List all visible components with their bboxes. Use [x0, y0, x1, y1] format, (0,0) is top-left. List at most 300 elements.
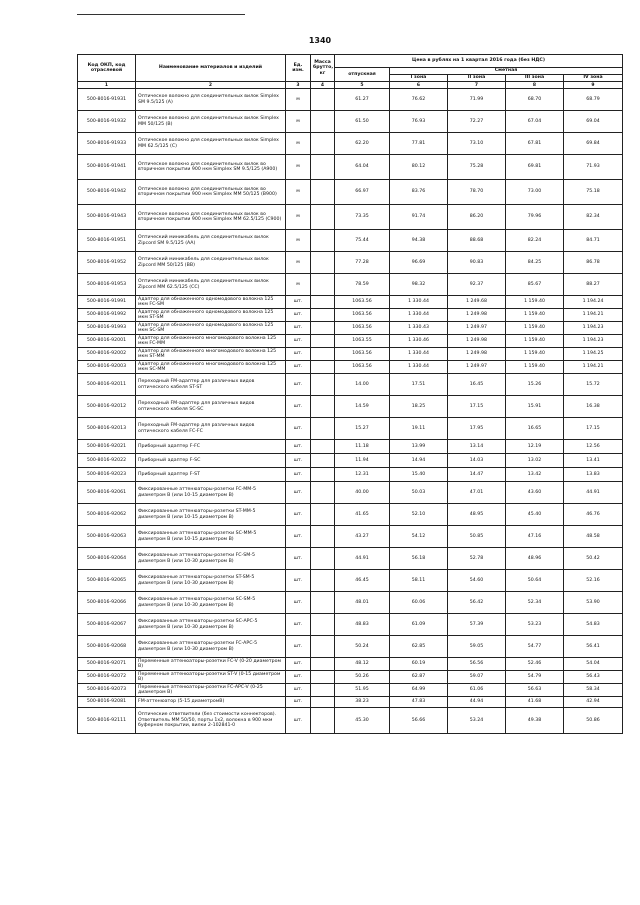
item-name: Оптическое волокно для соединительных вилок Simplex SM 9.5/125 (А): [136, 89, 286, 111]
zone1-price: 94.38: [390, 230, 448, 252]
column-number: 7: [448, 82, 506, 89]
item-mass: [311, 361, 335, 374]
item-unit: шт.: [286, 570, 311, 592]
release-price: 12.31: [335, 468, 390, 482]
item-code: 500-8016-92011: [78, 374, 136, 396]
item-mass: [311, 708, 335, 734]
item-unit: шт.: [286, 697, 311, 708]
item-code: 500-8016-91941: [78, 155, 136, 180]
item-name: Адаптер для обнаженного одномодового волокна 125 мкм SC-SM: [136, 322, 286, 335]
zone1-price: 1 330.44: [390, 309, 448, 322]
item-mass: [311, 440, 335, 454]
item-mass: [311, 697, 335, 708]
item-name: Фиксированные аттенюаторы-розетки SC-MM-5 диаметром В (или 10-15 диаметром В): [136, 526, 286, 548]
zone2-price: 56.56: [448, 658, 506, 671]
page-number: 1340: [308, 36, 332, 45]
item-code: 500-8016-92072: [78, 671, 136, 684]
zone3-price: 1 159.40: [506, 309, 564, 322]
item-unit: м: [286, 230, 311, 252]
zone1-price: 1 330.44: [390, 296, 448, 309]
release-price: 15.27: [335, 418, 390, 440]
zone2-price: 16.45: [448, 374, 506, 396]
table-row: [78, 708, 623, 734]
item-unit: шт.: [286, 548, 311, 570]
item-name: Переменные аттенюаторы-розетки FC-APC-V (0-25 диаметром В): [136, 684, 286, 697]
zone4-price: 50.42: [564, 548, 623, 570]
item-name: Приборный адаптер F-SC: [136, 454, 286, 468]
item-code: 500-8016-92013: [78, 418, 136, 440]
zone2-price: 72.27: [448, 111, 506, 133]
zone3-price: 69.81: [506, 155, 564, 180]
zone2-price: 1 249.98: [448, 335, 506, 348]
item-mass: [311, 468, 335, 482]
zone2-price: 73.10: [448, 133, 506, 155]
zone4-price: 56.43: [564, 671, 623, 684]
release-price: 46.45: [335, 570, 390, 592]
table-row: [78, 230, 623, 252]
release-price: 11.18: [335, 440, 390, 454]
item-mass: [311, 454, 335, 468]
header-zone1: I зона: [390, 75, 448, 82]
table-row: [78, 592, 623, 614]
zone2-price: 53.24: [448, 708, 506, 734]
item-unit: м: [286, 89, 311, 111]
table-row: [78, 205, 623, 230]
zone4-price: 69.84: [564, 133, 623, 155]
zone3-price: 43.60: [506, 482, 564, 504]
zone1-price: 19.11: [390, 418, 448, 440]
zone1-price: 56.66: [390, 708, 448, 734]
table-row: [78, 658, 623, 671]
item-unit: шт.: [286, 322, 311, 335]
zone1-price: 50.03: [390, 482, 448, 504]
zone1-price: 1 330.43: [390, 322, 448, 335]
table-row: [78, 361, 623, 374]
zone3-price: 13.42: [506, 468, 564, 482]
zone1-price: 62.87: [390, 671, 448, 684]
header-zone2: II зона: [448, 75, 506, 82]
zone1-price: 1 330.44: [390, 348, 448, 361]
zone1-price: 76.62: [390, 89, 448, 111]
release-price: 43.27: [335, 526, 390, 548]
zone2-price: 44.94: [448, 697, 506, 708]
header-code: Код ОКП, код отраслевой: [78, 55, 136, 82]
zone4-price: 75.18: [564, 180, 623, 205]
item-code: 500-8016-92061: [78, 482, 136, 504]
item-mass: [311, 418, 335, 440]
item-code: 500-8016-92021: [78, 440, 136, 454]
release-price: 41.65: [335, 504, 390, 526]
zone2-price: 61.06: [448, 684, 506, 697]
table-row: [78, 671, 623, 684]
header-estimate: Сметная: [390, 68, 623, 75]
header-mass: Масса брутто, кг: [311, 55, 335, 82]
zone3-price: 68.70: [506, 89, 564, 111]
zone2-price: 1 249.98: [448, 309, 506, 322]
item-unit: шт.: [286, 504, 311, 526]
zone3-price: 52.46: [506, 658, 564, 671]
item-unit: м: [286, 252, 311, 274]
release-price: 61.50: [335, 111, 390, 133]
column-number: 1: [78, 82, 136, 89]
item-unit: шт.: [286, 671, 311, 684]
table-row: [78, 468, 623, 482]
zone1-price: 83.76: [390, 180, 448, 205]
table-row: [78, 454, 623, 468]
zone2-price: 48.95: [448, 504, 506, 526]
zone4-price: 13.83: [564, 468, 623, 482]
release-price: 1063.56: [335, 348, 390, 361]
item-name: Фиксированные аттенюаторы-розетки SC-APC-5 диаметром В (или 10-30 диаметром В): [136, 614, 286, 636]
item-mass: [311, 348, 335, 361]
item-code: 500-8016-91993: [78, 322, 136, 335]
zone4-price: 88.27: [564, 274, 623, 296]
zone4-price: 82.34: [564, 205, 623, 230]
item-name: Адаптер для обнаженного многомодового волокна 125 мкм FC-MM: [136, 335, 286, 348]
zone2-price: 14.03: [448, 454, 506, 468]
zone3-price: 84.25: [506, 252, 564, 274]
item-mass: [311, 592, 335, 614]
item-mass: [311, 684, 335, 697]
zone1-price: 13.99: [390, 440, 448, 454]
item-code: 500-8016-92071: [78, 658, 136, 671]
zone4-price: 50.86: [564, 708, 623, 734]
item-unit: шт.: [286, 348, 311, 361]
zone2-price: 92.37: [448, 274, 506, 296]
item-mass: [311, 396, 335, 418]
zone3-price: 48.96: [506, 548, 564, 570]
zone2-price: 78.70: [448, 180, 506, 205]
zone4-price: 17.15: [564, 418, 623, 440]
zone4-price: 52.16: [564, 570, 623, 592]
zone3-price: 47.16: [506, 526, 564, 548]
zone1-price: 52.10: [390, 504, 448, 526]
item-name: Фиксированные аттенюаторы-розетки SC-SM-5 диаметром В (или 10-30 диаметром В): [136, 592, 286, 614]
column-number: 9: [564, 82, 623, 89]
zone1-price: 62.85: [390, 636, 448, 658]
zone2-price: 59.07: [448, 671, 506, 684]
table-row: [78, 418, 623, 440]
column-number: 2: [136, 82, 286, 89]
zone2-price: 56.42: [448, 592, 506, 614]
zone3-price: 15.26: [506, 374, 564, 396]
zone3-price: 52.34: [506, 592, 564, 614]
zone1-price: 91.74: [390, 205, 448, 230]
column-number: 5: [335, 82, 390, 89]
zone3-price: 13.02: [506, 454, 564, 468]
item-code: 500-8016-92022: [78, 454, 136, 468]
release-price: 40.00: [335, 482, 390, 504]
item-code: 500-8016-92002: [78, 348, 136, 361]
item-mass: [311, 482, 335, 504]
zone2-price: 86.20: [448, 205, 506, 230]
table-row: [78, 697, 623, 708]
item-name: Фиксированные аттенюаторы-розетки FC-SM-5 диаметром В (или 10-30 диаметром В): [136, 548, 286, 570]
zone1-price: 17.51: [390, 374, 448, 396]
item-code: 500-8016-91932: [78, 111, 136, 133]
item-code: 500-8016-91942: [78, 180, 136, 205]
zone4-price: 56.41: [564, 636, 623, 658]
item-unit: шт.: [286, 374, 311, 396]
table-row: [78, 504, 623, 526]
release-price: 1063.56: [335, 296, 390, 309]
table-row: [78, 180, 623, 205]
zone4-price: 68.79: [564, 89, 623, 111]
zone2-price: 50.85: [448, 526, 506, 548]
release-price: 50.26: [335, 671, 390, 684]
zone4-price: 48.58: [564, 526, 623, 548]
release-price: 50.24: [335, 636, 390, 658]
zone1-price: 1 330.44: [390, 361, 448, 374]
release-price: 14.00: [335, 374, 390, 396]
item-code: 500-8016-91952: [78, 252, 136, 274]
zone4-price: 1 194.21: [564, 309, 623, 322]
item-unit: шт.: [286, 396, 311, 418]
zone4-price: 86.78: [564, 252, 623, 274]
item-mass: [311, 658, 335, 671]
zone1-price: 60.06: [390, 592, 448, 614]
zone3-price: 1 159.40: [506, 322, 564, 335]
item-mass: [311, 155, 335, 180]
zone2-price: 1 249.97: [448, 361, 506, 374]
table-row: [78, 374, 623, 396]
zone2-price: 14.47: [448, 468, 506, 482]
table-row: [78, 89, 623, 111]
item-code: 500-8016-91931: [78, 89, 136, 111]
zone3-price: 82.24: [506, 230, 564, 252]
zone1-price: 54.12: [390, 526, 448, 548]
release-price: 78.59: [335, 274, 390, 296]
column-number: 4: [311, 82, 335, 89]
release-price: 38.23: [335, 697, 390, 708]
zone1-price: 56.18: [390, 548, 448, 570]
zone4-price: 13.41: [564, 454, 623, 468]
zone2-price: 17.95: [448, 418, 506, 440]
release-price: 44.91: [335, 548, 390, 570]
zone2-price: 1 249.98: [448, 348, 506, 361]
price-table: [77, 54, 623, 734]
item-code: 500-8016-91992: [78, 309, 136, 322]
header-price: Цена в рублях на 1 квартал 2016 года (без НДС): [335, 55, 623, 68]
item-name: Адаптер для обнаженного многомодового волокна 125 мкм SC-MM: [136, 361, 286, 374]
zone1-price: 1 330.46: [390, 335, 448, 348]
release-price: 75.44: [335, 230, 390, 252]
item-code: 500-8016-92067: [78, 614, 136, 636]
item-name: Переменные аттенюаторы-розетки FC-V (0-20 диаметром В): [136, 658, 286, 671]
release-price: 1063.56: [335, 361, 390, 374]
table-row: [78, 526, 623, 548]
table-row: [78, 636, 623, 658]
table-row: [78, 440, 623, 454]
item-mass: [311, 296, 335, 309]
zone4-price: 12.56: [564, 440, 623, 454]
zone4-price: 1 194.24: [564, 296, 623, 309]
item-code: 500-8016-91933: [78, 133, 136, 155]
item-unit: шт.: [286, 296, 311, 309]
item-unit: шт.: [286, 614, 311, 636]
zone1-price: 60.19: [390, 658, 448, 671]
zone4-price: 71.93: [564, 155, 623, 180]
item-name: Оптическое волокно для соединительных вилок Simplex MM 62.5/125 (С): [136, 133, 286, 155]
item-unit: м: [286, 205, 311, 230]
item-unit: м: [286, 155, 311, 180]
item-name: Адаптер для обнаженного одномодового волокна 125 мкм ST-SM: [136, 309, 286, 322]
zone1-price: 58.11: [390, 570, 448, 592]
zone3-price: 67.04: [506, 111, 564, 133]
release-price: 77.28: [335, 252, 390, 274]
item-name: Приборный адаптер F-FC: [136, 440, 286, 454]
table-row: [78, 614, 623, 636]
item-unit: м: [286, 133, 311, 155]
zone3-price: 73.00: [506, 180, 564, 205]
zone3-price: 12.19: [506, 440, 564, 454]
item-name: Переходный FM-адаптер для различных видов оптического кабеля ST-ST: [136, 374, 286, 396]
item-code: 500-8016-92066: [78, 592, 136, 614]
zone1-price: 76.93: [390, 111, 448, 133]
item-unit: шт.: [286, 418, 311, 440]
zone1-price: 61.09: [390, 614, 448, 636]
release-price: 73.35: [335, 205, 390, 230]
item-unit: шт.: [286, 335, 311, 348]
item-unit: шт.: [286, 658, 311, 671]
release-price: 48.01: [335, 592, 390, 614]
zone4-price: 1 194.23: [564, 322, 623, 335]
table-row: [78, 396, 623, 418]
header-zone3: III зона: [506, 75, 564, 82]
item-code: 500-8016-91943: [78, 205, 136, 230]
item-mass: [311, 614, 335, 636]
release-price: 48.83: [335, 614, 390, 636]
zone3-price: 67.81: [506, 133, 564, 155]
zone3-price: 16.65: [506, 418, 564, 440]
item-name: Оптический миникабель для соединительных вилок Zipcord MM 62.5/125 (СС): [136, 274, 286, 296]
item-mass: [311, 205, 335, 230]
zone4-price: 1 194.23: [564, 335, 623, 348]
item-name: Оптический миникабель для соединительных вилок Zipcord MM 50/125 (ВВ): [136, 252, 286, 274]
zone2-price: 1 249.97: [448, 322, 506, 335]
column-number: 3: [286, 82, 311, 89]
table-body: [78, 89, 623, 734]
zone4-price: 16.38: [564, 396, 623, 418]
header-unit: Ед. изм.: [286, 55, 311, 82]
item-code: 500-8016-91953: [78, 274, 136, 296]
column-number: 8: [506, 82, 564, 89]
header-zone4: IV зона: [564, 75, 623, 82]
zone3-price: 79.96: [506, 205, 564, 230]
top-rule: [77, 14, 245, 15]
item-unit: шт.: [286, 708, 311, 734]
table-row: [78, 348, 623, 361]
item-unit: шт.: [286, 636, 311, 658]
item-name: Адаптер для обнаженного одномодового волокна 125 мкм FC-SM: [136, 296, 286, 309]
zone2-price: 75.28: [448, 155, 506, 180]
item-code: 500-8016-92001: [78, 335, 136, 348]
release-price: 14.59: [335, 396, 390, 418]
item-mass: [311, 548, 335, 570]
zone4-price: 54.83: [564, 614, 623, 636]
zone4-price: 69.04: [564, 111, 623, 133]
item-unit: шт.: [286, 309, 311, 322]
table-row: [78, 322, 623, 335]
release-price: 48.12: [335, 658, 390, 671]
item-unit: шт.: [286, 482, 311, 504]
release-price: 51.95: [335, 684, 390, 697]
item-name: Переходный FM-адаптер для различных видов оптического кабеля FC-FC: [136, 418, 286, 440]
zone4-price: 58.34: [564, 684, 623, 697]
zone4-price: 1 194.21: [564, 361, 623, 374]
header-release: отпускная: [335, 68, 390, 82]
release-price: 61.27: [335, 89, 390, 111]
zone3-price: 41.68: [506, 697, 564, 708]
zone3-price: 1 159.40: [506, 296, 564, 309]
item-code: 500-8016-92064: [78, 548, 136, 570]
item-code: 500-8016-92023: [78, 468, 136, 482]
item-mass: [311, 322, 335, 335]
item-code: 500-8016-92003: [78, 361, 136, 374]
item-name: Приборный адаптер F-ST: [136, 468, 286, 482]
zone2-price: 47.01: [448, 482, 506, 504]
zone4-price: 15.72: [564, 374, 623, 396]
zone3-price: 15.91: [506, 396, 564, 418]
table-row: [78, 309, 623, 322]
item-unit: шт.: [286, 440, 311, 454]
zone4-price: 54.04: [564, 658, 623, 671]
zone1-price: 14.94: [390, 454, 448, 468]
zone2-price: 88.68: [448, 230, 506, 252]
item-code: 500-8016-91951: [78, 230, 136, 252]
table-row: [78, 684, 623, 697]
zone4-price: 46.76: [564, 504, 623, 526]
zone3-price: 85.67: [506, 274, 564, 296]
item-code: 500-8016-92012: [78, 396, 136, 418]
zone1-price: 15.40: [390, 468, 448, 482]
zone2-price: 54.60: [448, 570, 506, 592]
item-name: Переменные аттенюаторы-розетки ST-V (0-15 диаметром В): [136, 671, 286, 684]
table-row: [78, 296, 623, 309]
zone4-price: 53.90: [564, 592, 623, 614]
zone1-price: 77.81: [390, 133, 448, 155]
table-row: [78, 335, 623, 348]
zone3-price: 56.63: [506, 684, 564, 697]
zone2-price: 13.14: [448, 440, 506, 454]
table-row: [78, 482, 623, 504]
item-code: 500-8016-91991: [78, 296, 136, 309]
zone1-price: 64.99: [390, 684, 448, 697]
column-number: 6: [390, 82, 448, 89]
table-row: [78, 548, 623, 570]
zone3-price: 45.40: [506, 504, 564, 526]
zone4-price: 44.91: [564, 482, 623, 504]
zone2-price: 59.05: [448, 636, 506, 658]
item-mass: [311, 274, 335, 296]
item-code: 500-8016-92063: [78, 526, 136, 548]
item-unit: м: [286, 274, 311, 296]
zone3-price: 1 159.40: [506, 335, 564, 348]
item-code: 500-8016-92111: [78, 708, 136, 734]
zone2-price: 90.83: [448, 252, 506, 274]
item-mass: [311, 335, 335, 348]
release-price: 1063.55: [335, 335, 390, 348]
item-name: Фиксированные аттенюаторы-розетки FC-MM-5 диаметром В (или 10-15 диаметром В): [136, 482, 286, 504]
header-name: Наименование материалов и изделий: [136, 55, 286, 82]
item-unit: м: [286, 111, 311, 133]
zone3-price: 54.79: [506, 671, 564, 684]
column-number-row: [78, 82, 623, 89]
item-name: Оптическое волокно для соединительных вилок во вторичном покрытии 900 нкм Simplex MM 50/125 (В900): [136, 180, 286, 205]
zone1-price: 18.25: [390, 396, 448, 418]
release-price: 11.94: [335, 454, 390, 468]
item-unit: шт.: [286, 526, 311, 548]
